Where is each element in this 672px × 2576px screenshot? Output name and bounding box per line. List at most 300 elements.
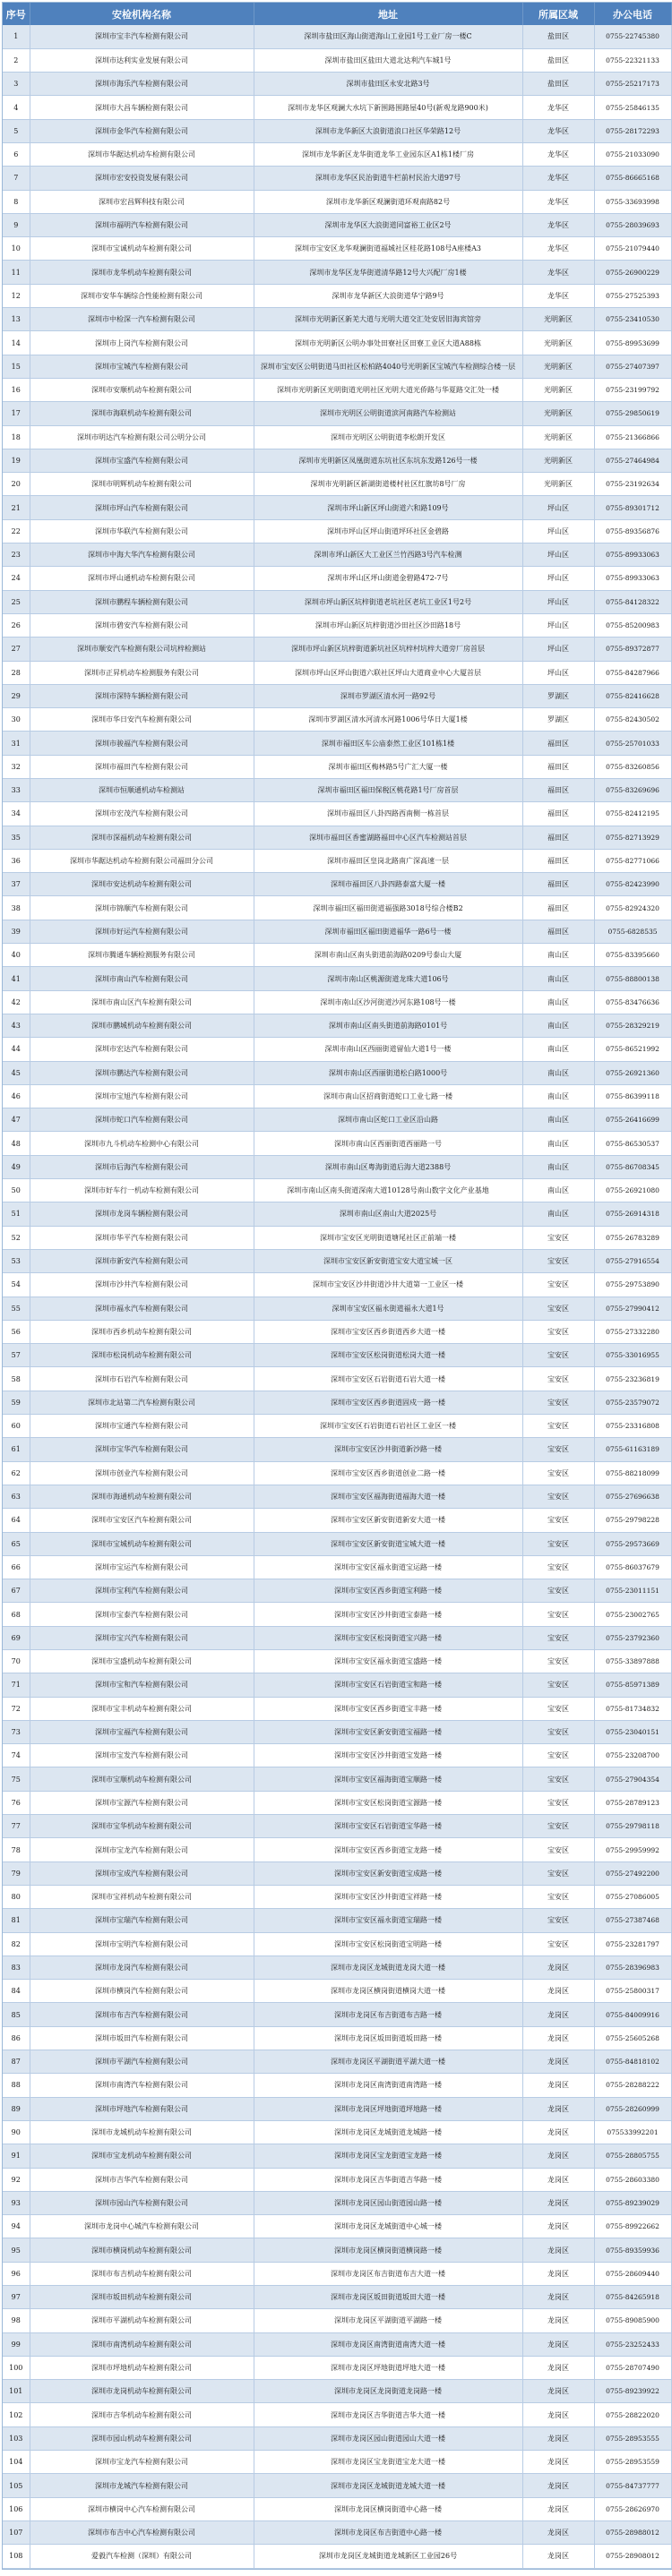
agency-phone: 0755-6828535 [594,920,671,943]
agency-district: 宝安区 [522,1909,594,1932]
table-row [3,2474,671,2497]
agency-phone: 0755-29753890 [594,1273,671,1297]
agency-district: 龙岗区 [522,2215,594,2238]
agency-district: 福田区 [522,755,594,778]
row-index: 83 [3,1956,30,1979]
agency-phone: 0755-83260856 [594,755,671,778]
row-index: 74 [3,1744,30,1767]
row-index: 96 [3,2262,30,2285]
agency-phone: 0755-84265918 [594,2286,671,2309]
table-row [3,2286,671,2309]
table-row [3,1532,671,1555]
agency-phone: 0755-28260999 [594,2097,671,2120]
agency-district: 龙岗区 [522,2403,594,2426]
header-district: 所属区域 [522,3,594,25]
agency-name: 深圳市宝城汽车检测有限公司 [30,355,254,378]
row-index: 107 [3,2520,30,2544]
agency-address: 深圳市宝安区沙井街道沙井大道第一工业区一楼 [254,1273,522,1297]
agency-address: 深圳市龙岗区宝龙街道宝龙大道一楼 [254,2451,522,2474]
row-index: 43 [3,1014,30,1037]
row-index: 41 [3,967,30,990]
agency-address: 深圳市坪山新区坑梓街道沙田社区沙田路18号 [254,613,522,637]
agency-name: 深圳市海通机动车检测有限公司 [30,1485,254,1508]
agency-address: 深圳市龙华新区大浪街道浪口社区华荣路12号 [254,119,522,142]
agency-address: 深圳市南山区西丽街道西丽路一号 [254,1132,522,1155]
agency-name: 深圳市创业汽车检测有限公司 [30,1461,254,1485]
agency-district: 宝安区 [522,1767,594,1791]
table-row [3,355,671,378]
row-index: 28 [3,661,30,684]
table-row [3,284,671,307]
table-row [3,496,671,519]
agency-name: 深圳市腾通车辆检测服务有限公司 [30,944,254,967]
agency-address: 深圳市龙岗区坪地街道坪地路一楼 [254,2097,522,2120]
agency-name: 深圳市达利实业发展有限公司 [30,48,254,72]
agency-name: 深圳市安达机动车检测有限公司 [30,873,254,896]
agency-phone: 0755-84009916 [594,2003,671,2026]
agency-name: 深圳市龙城机动车检测有限公司 [30,2120,254,2144]
row-index: 80 [3,1885,30,1908]
row-index: 64 [3,1509,30,1532]
agency-district: 坪山区 [522,613,594,637]
table-row [3,802,671,826]
header-agency-name: 安检机构名称 [30,3,254,25]
row-index: 57 [3,1344,30,1367]
table-row [3,1932,671,1956]
agency-address: 深圳市光明区公明街道李松朗开发区 [254,425,522,449]
agency-phone: 0755-25701033 [594,732,671,755]
table-row [3,1415,671,1438]
agency-name: 深圳市华平汽车检测有限公司 [30,1226,254,1249]
agency-name: 深圳市宝丰机动车检测有限公司 [30,1697,254,1720]
row-index: 33 [3,779,30,802]
agency-address: 深圳市光明新区新羌大道与光明大道交汇处安居旧海宾馆旁 [254,308,522,331]
agency-address: 深圳市坪山区坪山街道六联社区坪山大道商业中心大厦首层 [254,661,522,684]
row-index: 103 [3,2426,30,2450]
agency-name: 深圳市宝和汽车检测有限公司 [30,1673,254,1697]
row-index: 55 [3,1297,30,1320]
table-row [3,1084,671,1108]
agency-phone: 0755-28953555 [594,2426,671,2450]
agency-address: 深圳市福田区皇岗北路南广深高速一层 [254,849,522,872]
agency-district: 宝安区 [522,1485,594,1508]
agency-phone: 0755-28172293 [594,119,671,142]
agency-phone: 0755-82430502 [594,708,671,732]
agency-phone: 0755-21079440 [594,237,671,261]
agency-phone: 0755-89953699 [594,331,671,355]
row-index: 4 [3,96,30,119]
agency-phone: 0755-23410530 [594,308,671,331]
agency-district: 宝安区 [522,1626,594,1649]
agency-name: 深圳市龙岗汽车检测有限公司 [30,1956,254,1979]
agency-district: 宝安区 [522,1603,594,1626]
agency-name: 深圳市宝运汽车检测有限公司 [30,1555,254,1579]
agency-address: 深圳市龙岗区横岗街道横岗路一楼 [254,2238,522,2262]
agency-phone: 0755-26921360 [594,1061,671,1084]
agency-address: 深圳市龙岗区宝龙街道宝龙路一楼 [254,2144,522,2168]
agency-name: 深圳市宝泰汽车检测有限公司 [30,1603,254,1626]
agency-district: 龙华区 [522,167,594,190]
row-index: 31 [3,732,30,755]
row-index: 86 [3,2026,30,2050]
agency-name: 深圳市金华汽车检测有限公司 [30,119,254,142]
agency-district: 宝安区 [522,1249,594,1272]
inspection-agency-table [3,3,672,2569]
agency-address: 深圳市龙岗区南湾街道南湾大道一楼 [254,2332,522,2356]
row-index: 99 [3,2332,30,2356]
agency-address: 深圳市龙岗区龙城街道龙城大道一楼 [254,2474,522,2497]
agency-phone: 0755-28288222 [594,2074,671,2097]
agency-name: 深圳市福田汽车检测有限公司 [30,755,254,778]
agency-phone: 0755-84737777 [594,2474,671,2497]
agency-district: 光明新区 [522,425,594,449]
agency-district: 龙华区 [522,142,594,166]
agency-phone: 0755-23011151 [594,1579,671,1603]
agency-name: 深圳市正昇机动车检测服务有限公司 [30,661,254,684]
row-index: 9 [3,213,30,236]
agency-address: 深圳市龙岗区龙城街道龙城路一楼 [254,2120,522,2144]
agency-district: 宝安区 [522,1861,594,1885]
agency-district: 龙华区 [522,96,594,119]
agency-name: 深圳市吉华机动车检测有限公司 [30,2403,254,2426]
agency-district: 龙岗区 [522,2451,594,2474]
table-row [3,1744,671,1767]
agency-address: 深圳市宝安区沙井街道宝泰路一楼 [254,1603,522,1626]
row-index: 67 [3,1579,30,1603]
row-index: 23 [3,543,30,567]
agency-phone: 0755-28953559 [594,2451,671,2474]
table-row [3,2262,671,2285]
table-row [3,2309,671,2332]
agency-phone: 075533992201 [594,2120,671,2144]
agency-address: 深圳市龙岗区龙城街道龙岗大道一楼 [254,1956,522,1979]
row-index: 70 [3,1649,30,1673]
table-row [3,2520,671,2544]
row-index: 45 [3,1061,30,1084]
agency-phone: 0755-27696638 [594,1485,671,1508]
agency-district: 宝安区 [522,1509,594,1532]
agency-district: 龙岗区 [522,2026,594,2050]
table-row [3,1626,671,1649]
agency-address: 深圳市宝安区沙井街道宝祥路一楼 [254,1885,522,1908]
row-index: 75 [3,1767,30,1791]
table-row [3,990,671,1014]
agency-phone: 0755-23199792 [594,378,671,401]
row-index: 94 [3,2215,30,2238]
agency-district: 光明新区 [522,355,594,378]
row-index: 22 [3,519,30,543]
agency-name: 深圳市宝顺机动车检测有限公司 [30,1767,254,1791]
agency-name: 深圳市宝成汽车检测有限公司 [30,1861,254,1885]
agency-address: 深圳市龙岗区布吉街道布吉路一楼 [254,2003,522,2026]
agency-phone: 0755-89301712 [594,496,671,519]
agency-phone: 0755-23281797 [594,1932,671,1956]
agency-name: 深圳市吉华汽车检测有限公司 [30,2168,254,2191]
agency-name: 深圳市宝通汽车检测有限公司 [30,1415,254,1438]
agency-address: 深圳市龙岗区园山街道园山大道一楼 [254,2426,522,2450]
agency-district: 龙岗区 [522,2356,594,2379]
agency-name: 深圳市平湖机动车检测有限公司 [30,2309,254,2332]
agency-name: 深圳市龙华机动车检测有限公司 [30,261,254,284]
agency-district: 宝安区 [522,1415,594,1438]
table-row [3,2497,671,2520]
agency-name: 深圳市福永汽车检测有限公司 [30,1297,254,1320]
agency-phone: 0755-61163189 [594,1438,671,1461]
agency-name: 深圳市恒顺通机动车检测站 [30,779,254,802]
agency-district: 宝安区 [522,1344,594,1367]
agency-district: 龙岗区 [522,2238,594,2262]
agency-name: 深圳市明辉机动车检测有限公司 [30,473,254,496]
agency-address: 深圳市龙华新区大浪街道华宁路9号 [254,284,522,307]
agency-name: 深圳市坪山通机动车检测有限公司 [30,567,254,590]
agency-district: 宝安区 [522,1532,594,1555]
agency-address: 深圳市光明新区凤凰街道东坑社区东坑东发路126号一楼 [254,449,522,472]
agency-phone: 0755-28988012 [594,2520,671,2544]
table-row [3,2545,671,2568]
row-index: 25 [3,590,30,613]
agency-district: 龙岗区 [522,2191,594,2214]
table-row [3,1367,671,1391]
table-row [3,1861,671,1885]
agency-phone: 0755-23192634 [594,473,671,496]
agency-district: 罗湖区 [522,708,594,732]
agency-district: 宝安区 [522,1438,594,1461]
agency-name: 深圳市华踞达机动车检测有限公司福田分公司 [30,849,254,872]
row-index: 91 [3,2144,30,2168]
table-row [3,213,671,236]
agency-phone: 0755-28908012 [594,2545,671,2568]
table-row [3,2074,671,2097]
agency-phone: 0755-23236819 [594,1367,671,1391]
table-row [3,1391,671,1414]
agency-name: 深圳市龙岗中心城汽车检测有限公司 [30,2215,254,2238]
agency-phone: 0755-23002765 [594,1603,671,1626]
agency-phone: 0755-82423990 [594,873,671,896]
agency-phone: 0755-83476636 [594,990,671,1014]
agency-district: 光明新区 [522,331,594,355]
agency-phone: 0755-27086005 [594,1885,671,1908]
agency-name: 深圳市安华车辆综合性能检测有限公司 [30,284,254,307]
agency-name: 深圳市骏福汽车检测有限公司 [30,732,254,755]
agency-phone: 0755-25846135 [594,96,671,119]
agency-address: 深圳市龙岗区南湾街道南湾路一楼 [254,2074,522,2097]
table-row [3,261,671,284]
agency-name: 深圳市宝龙机动车检测有限公司 [30,2144,254,2168]
agency-district: 南山区 [522,944,594,967]
agency-district: 龙岗区 [522,2262,594,2285]
agency-phone: 0755-84128322 [594,590,671,613]
agency-phone: 0755-21033090 [594,142,671,166]
agency-name: 深圳市宝利汽车检测有限公司 [30,1579,254,1603]
table-row [3,1038,671,1061]
agency-phone: 0755-83269696 [594,779,671,802]
table-row [3,873,671,896]
agency-address: 深圳市南山区南头街道深南大道10128号南山数字文化产业基地 [254,1179,522,1202]
agency-district: 南山区 [522,1155,594,1178]
agency-address: 深圳市龙华区观澜大水坑下新围路围路屋40号(新观龙路900米) [254,96,522,119]
agency-name: 深圳市华联汽车检测有限公司 [30,519,254,543]
agency-district: 坪山区 [522,590,594,613]
agency-name: 深圳市新安汽车检测有限公司 [30,1249,254,1272]
agency-district: 福田区 [522,849,594,872]
agency-phone: 0755-89372877 [594,638,671,661]
agency-name: 深圳市南山区汽车检测有限公司 [30,990,254,1014]
row-index: 29 [3,684,30,707]
agency-name: 深圳市龙岗车辆检测有限公司 [30,1202,254,1226]
table-row [3,2120,671,2144]
agency-name: 深圳市蛇口汽车检测有限公司 [30,1108,254,1132]
agency-phone: 0755-89933063 [594,567,671,590]
agency-phone: 0755-25217173 [594,73,671,96]
agency-address: 深圳市龙岗区横岗街道中心路一楼 [254,2497,522,2520]
agency-phone: 0755-29850619 [594,402,671,425]
table-row [3,732,671,755]
table-row [3,1509,671,1532]
row-index: 3 [3,73,30,96]
agency-address: 深圳市宝安区石岩街道宝和路一楼 [254,1673,522,1697]
row-index: 46 [3,1084,30,1108]
row-index: 27 [3,638,30,661]
agency-district: 光明新区 [522,378,594,401]
row-index: 92 [3,2168,30,2191]
agency-address: 深圳市龙岗区坂田街道坂田路一楼 [254,2026,522,2050]
agency-district: 宝安区 [522,1273,594,1297]
row-index: 69 [3,1626,30,1649]
row-index: 105 [3,2474,30,2497]
table-row [3,849,671,872]
agency-district: 福田区 [522,896,594,920]
table-row [3,473,671,496]
agency-address: 深圳市坪山区坪山街道金碧路472-7号 [254,567,522,590]
agency-address: 深圳市福田区八卦四路泰富大厦一楼 [254,873,522,896]
agency-phone: 0755-21366866 [594,425,671,449]
row-index: 78 [3,1838,30,1861]
agency-district: 宝安区 [522,1838,594,1861]
row-index: 84 [3,1980,30,2003]
agency-phone: 0755-23040151 [594,1720,671,1743]
agency-name: 深圳市中检深一汽车检测有限公司 [30,308,254,331]
agency-name: 深圳市华日安汽车检测有限公司 [30,708,254,732]
agency-name: 深圳市布吉汽车检测有限公司 [30,2003,254,2026]
agency-name: 深圳市宝瑞汽车检测有限公司 [30,1909,254,1932]
row-index: 54 [3,1273,30,1297]
table-row [3,2144,671,2168]
agency-name: 深圳市园山汽车检测有限公司 [30,2191,254,2214]
agency-phone: 0755-23252433 [594,2332,671,2356]
table-row [3,1202,671,1226]
agency-address: 深圳市宝安区松岗街道宝明路一楼 [254,1932,522,1956]
row-index: 16 [3,378,30,401]
agency-phone: 0755-27407397 [594,355,671,378]
agency-phone: 0755-89239922 [594,2380,671,2403]
table-row [3,2003,671,2026]
agency-district: 宝安区 [522,1320,594,1343]
agency-name: 深圳市宝城机动车检测有限公司 [30,1532,254,1555]
agency-name: 深圳市宝龙汽车检测有限公司 [30,1838,254,1861]
table-row [3,2451,671,2474]
table-row [3,755,671,778]
table-row [3,308,671,331]
agency-phone: 0755-27387468 [594,1909,671,1932]
agency-district: 龙岗区 [522,2144,594,2168]
agency-address: 深圳市宝安区松岗街道宝兴路一楼 [254,1626,522,1649]
agency-address: 深圳市龙岗区平湖街道平湖路一楼 [254,2309,522,2332]
header-phone: 办公电话 [594,3,671,25]
row-index: 30 [3,708,30,732]
agency-district: 龙岗区 [522,2380,594,2403]
row-index: 82 [3,1932,30,1956]
row-index: 21 [3,496,30,519]
row-index: 97 [3,2286,30,2309]
agency-district: 福田区 [522,873,594,896]
agency-name: 深圳市安顺机动车检测有限公司 [30,378,254,401]
agency-name: 深圳市明达汽车检测有限公司公明分公司 [30,425,254,449]
table-row [3,1697,671,1720]
agency-phone: 0755-29798118 [594,1815,671,1838]
table-row [3,1579,671,1603]
agency-name: 深圳市龙岗机动车检测有限公司 [30,2380,254,2403]
row-index: 76 [3,1791,30,1814]
agency-address: 深圳市坪山新区坑梓街道新坑社区坑梓村坑梓大道旁厂房首层 [254,638,522,661]
table-body [3,25,671,2568]
row-index: 38 [3,896,30,920]
agency-name: 深圳市鹏城机动车检测有限公司 [30,1014,254,1037]
row-index: 12 [3,284,30,307]
agency-address: 深圳市宝安区沙井街道新沙路一楼 [254,1438,522,1461]
table-row [3,1980,671,2003]
agency-district: 南山区 [522,1038,594,1061]
row-index: 47 [3,1108,30,1132]
table-row [3,2356,671,2379]
table-row [3,638,671,661]
agency-district: 罗湖区 [522,684,594,707]
row-index: 56 [3,1320,30,1343]
agency-district: 光明新区 [522,308,594,331]
agency-district: 宝安区 [522,1744,594,1767]
table-row [3,2215,671,2238]
agency-phone: 0755-26914318 [594,1202,671,1226]
agency-district: 南山区 [522,1014,594,1037]
header-address: 地址 [254,3,522,25]
agency-address: 深圳市南山区西丽街道留仙大道1号一楼 [254,1038,522,1061]
row-index: 95 [3,2238,30,2262]
agency-name: 深圳市宝福汽车检测有限公司 [30,1720,254,1743]
agency-district: 宝安区 [522,1461,594,1485]
agency-phone: 0755-29959992 [594,1838,671,1861]
agency-phone: 0755-28603380 [594,2168,671,2191]
agency-name: 深圳市宝发汽车检测有限公司 [30,1744,254,1767]
row-index: 20 [3,473,30,496]
table-row [3,1485,671,1508]
agency-name: 深圳市宝诚机动车检测有限公司 [30,237,254,261]
agency-phone: 0755-82713929 [594,826,671,849]
agency-address: 深圳市光明新区公明办事处田寮社区田寮工业区大道A88栋 [254,331,522,355]
row-index: 106 [3,2497,30,2520]
row-index: 63 [3,1485,30,1508]
agency-phone: 0755-88800138 [594,967,671,990]
table-row [3,2191,671,2214]
agency-address: 深圳市坪山新区大工业区兰竹西路3号汽车检测 [254,543,522,567]
row-index: 42 [3,990,30,1014]
agency-address: 深圳市光明新区光明街道光明社区光明大道光侨路与华夏路交汇处一楼 [254,378,522,401]
table-row [3,1108,671,1132]
table-row [3,1603,671,1626]
agency-phone: 0755-82771066 [594,849,671,872]
row-index: 61 [3,1438,30,1461]
agency-name: 深圳市福明汽车检测有限公司 [30,213,254,236]
table-row [3,1179,671,1202]
agency-name: 深圳市坂田汽车检测有限公司 [30,2026,254,2050]
